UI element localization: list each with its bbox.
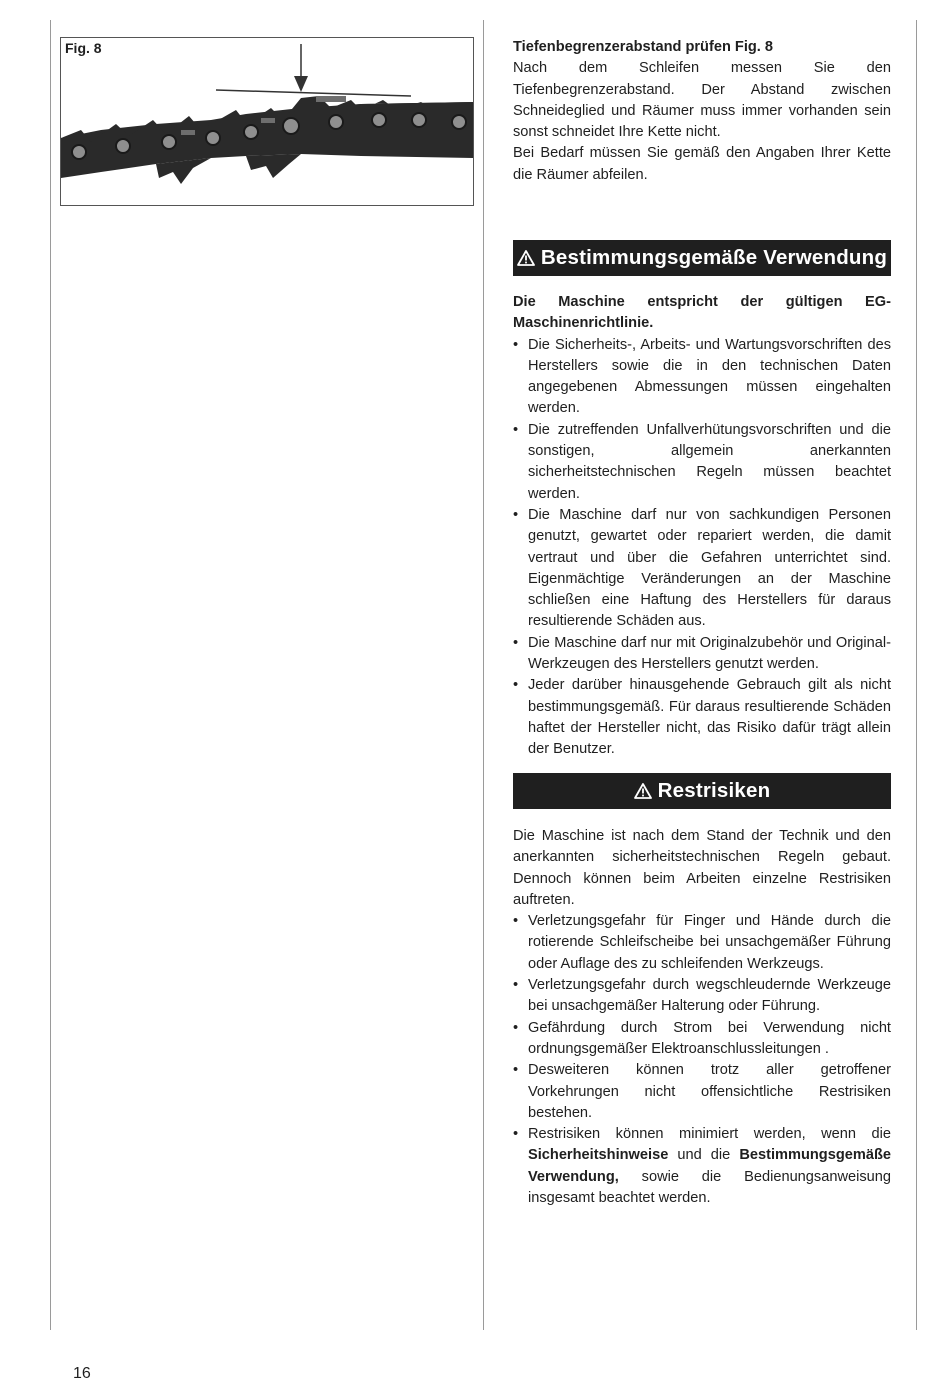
section-heading: Tiefenbegrenzerabstand prüfen Fig. 8 xyxy=(513,39,774,55)
residual-risks-banner xyxy=(513,773,891,809)
residual-risks-list xyxy=(513,911,891,1209)
intended-use-banner xyxy=(513,240,891,276)
intended-use-list xyxy=(513,335,891,761)
figure-label: Fig. 8 xyxy=(65,40,102,56)
lead-statement: Die Maschine entspricht der gültigen EG-Maschinenrichtlinie. xyxy=(513,294,891,332)
banner-title: Bestimmungsgemäße Verwendung xyxy=(540,246,888,269)
warning-triangle-icon xyxy=(634,783,652,799)
bold-text-run: Bestimmungsgemäße Verwendung, xyxy=(528,1147,891,1185)
right-margin-line xyxy=(916,20,917,1330)
depth-gauge-section xyxy=(513,37,891,186)
text-run: sowie die Bedienungsanweisung insgesamt beachtet werden. xyxy=(528,1168,891,1207)
text-run: Restrisiken können minimiert werden, wenn die xyxy=(528,1126,891,1143)
left-margin-line xyxy=(50,20,51,1330)
warning-triangle-icon xyxy=(517,250,535,266)
list-item: • Die zutreffenden Unfallverhütungsvorschriften und die sonstigen, allgemein anerkannten sicherheitstechnischen Regeln müssen beachtet werden. xyxy=(513,420,891,505)
list-item: • Die Maschine darf nur von sachkundigen Personen genutzt, gewartet oder repariert werden, die damit vertraut und über die Gefahren unterrichtet sind. Eigenmächtige Veränderungen an der Maschine schließen eine Haftung des Herstellers für daraus resultierende Schäden aus. xyxy=(513,505,891,633)
list-item xyxy=(513,1124,891,1209)
saw-chain-depth-gauge-photo xyxy=(61,38,473,205)
list-item: • Die Sicherheits-, Arbeits- und Wartungsvorschriften des Herstellers sowie die in den technischen Daten angegebenen Abmessungen müssen eingehalten werden. xyxy=(513,335,891,420)
column-divider-line xyxy=(483,20,484,1330)
residual-risks-section xyxy=(513,826,891,1209)
page-number: 16 xyxy=(73,1365,91,1382)
list-item: • Jeder darüber hinausgehende Gebrauch gilt als nicht bestimmungsgemäß. Für daraus resultierende Schäden haftet der Hersteller nicht, das Risiko dafür trägt allein der Benutzer. xyxy=(513,675,891,760)
banner-title: Restrisiken xyxy=(657,779,771,802)
list-item: • Gefährdung durch Strom bei Verwendung nicht ordnungsgemäßer Elektroanschlussleitungen . xyxy=(513,1018,891,1061)
list-item: • Die Maschine darf nur mit Originalzubehör und Original- Werkzeugen des Herstellers genutzt werden. xyxy=(513,633,891,676)
bold-text-run: Sicherheitshinweise xyxy=(528,1147,669,1164)
intro-paragraph: Die Maschine ist nach dem Stand der Technik und den anerkannten sicherheitstechnischen Regeln gebaut. Dennoch können beim Arbeiten einzelne Restrisiken auftreten. xyxy=(513,828,891,908)
paragraph: Nach dem Schleifen messen Sie den Tiefenbegrenzerabstand. Der Abstand zwischen Schneideglied und Räumer muss immer vorhanden sein sonst schneidet Ihre Kette nicht. xyxy=(513,60,891,141)
figure-8 xyxy=(60,37,474,206)
text-run: und die xyxy=(668,1147,740,1164)
list-item: • Verletzungsgefahr für Finger und Hände durch die rotierende Schleifscheibe bei unsachgemäßer Führung oder Auflage des zu schleifenden Werkzeugs. xyxy=(513,911,891,975)
list-item: • Verletzungsgefahr durch wegschleudernde Werkzeuge bei unsachgemäßer Halterung oder Führung. xyxy=(513,975,891,1018)
list-item: • Desweiteren können trotz aller getroffener Vorkehrungen nicht offensichtliche Restrisiken bestehen. xyxy=(513,1060,891,1124)
intended-use-section xyxy=(513,292,891,761)
paragraph: Bei Bedarf müssen Sie gemäß den Angaben Ihrer Kette die Räumer abfeilen. xyxy=(513,145,891,183)
